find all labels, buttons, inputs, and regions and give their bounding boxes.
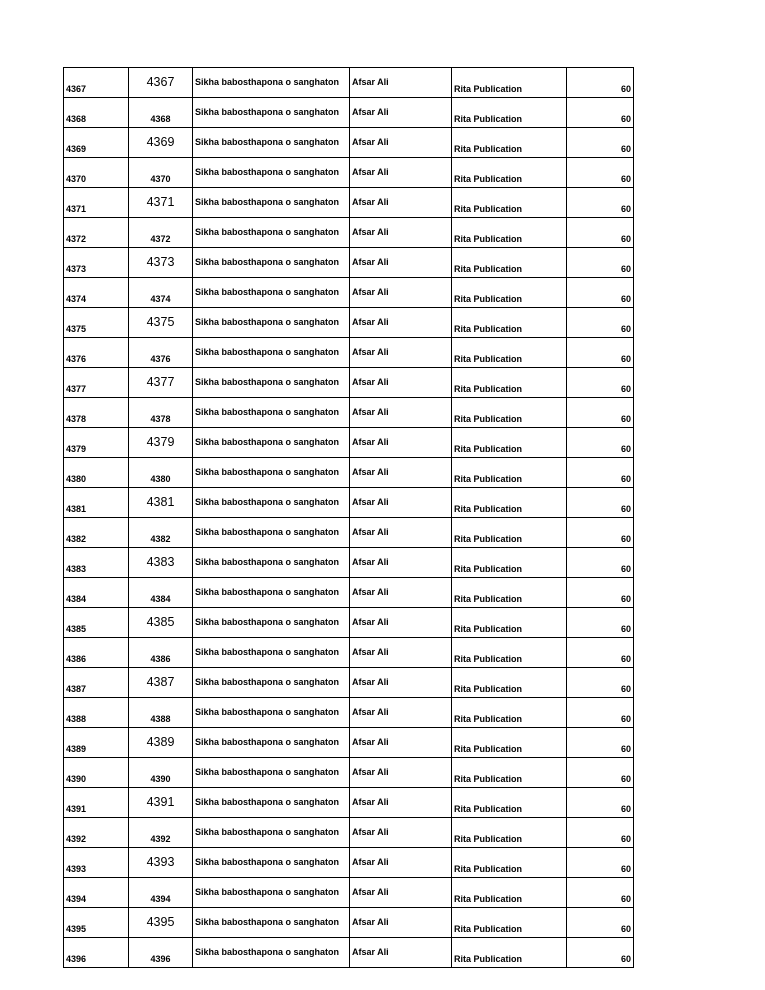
book-title-cell: Sikha babosthapona o sanghaton (193, 248, 350, 278)
publisher-cell: Rita Publication (452, 548, 567, 578)
copy-number-cell: 4367 (129, 68, 193, 98)
copy-number-cell: 4388 (129, 698, 193, 728)
copy-number-cell: 4377 (129, 368, 193, 398)
book-title-cell: Sikha babosthapona o sanghaton (193, 638, 350, 668)
copy-number-cell: 4375 (129, 308, 193, 338)
accession-number-cell: 4367 (64, 68, 129, 98)
table-row (64, 368, 634, 398)
author-cell: Afsar Ali (350, 398, 452, 428)
price-cell: 60 (567, 488, 634, 518)
table-row (64, 668, 634, 698)
copy-number-cell: 4368 (129, 98, 193, 128)
publisher-cell: Rita Publication (452, 638, 567, 668)
table-row (64, 518, 634, 548)
price-cell: 60 (567, 128, 634, 158)
price-cell: 60 (567, 578, 634, 608)
author-cell: Afsar Ali (350, 308, 452, 338)
copy-number-cell: 4390 (129, 758, 193, 788)
copy-number-cell: 4378 (129, 398, 193, 428)
copy-number-cell: 4374 (129, 278, 193, 308)
accession-number-cell: 4373 (64, 248, 129, 278)
book-title-cell: Sikha babosthapona o sanghaton (193, 878, 350, 908)
price-cell: 60 (567, 338, 634, 368)
author-cell: Afsar Ali (350, 368, 452, 398)
publisher-cell: Rita Publication (452, 398, 567, 428)
accession-number-cell: 4369 (64, 128, 129, 158)
table-row (64, 218, 634, 248)
author-cell: Afsar Ali (350, 728, 452, 758)
book-title-cell: Sikha babosthapona o sanghaton (193, 338, 350, 368)
copy-number-cell: 4392 (129, 818, 193, 848)
accession-number-cell: 4379 (64, 428, 129, 458)
table-row (64, 608, 634, 638)
author-cell: Afsar Ali (350, 758, 452, 788)
price-cell: 60 (567, 158, 634, 188)
author-cell: Afsar Ali (350, 638, 452, 668)
author-cell: Afsar Ali (350, 518, 452, 548)
author-cell: Afsar Ali (350, 188, 452, 218)
publisher-cell: Rita Publication (452, 878, 567, 908)
book-title-cell: Sikha babosthapona o sanghaton (193, 218, 350, 248)
book-ledger-table (63, 67, 634, 968)
accession-number-cell: 4370 (64, 158, 129, 188)
book-title-cell: Sikha babosthapona o sanghaton (193, 458, 350, 488)
table-row (64, 818, 634, 848)
accession-number-cell: 4390 (64, 758, 129, 788)
table-row (64, 338, 634, 368)
accession-number-cell: 4391 (64, 788, 129, 818)
author-cell: Afsar Ali (350, 908, 452, 938)
publisher-cell: Rita Publication (452, 98, 567, 128)
table-row (64, 848, 634, 878)
author-cell: Afsar Ali (350, 128, 452, 158)
publisher-cell: Rita Publication (452, 218, 567, 248)
book-title-cell: Sikha babosthapona o sanghaton (193, 128, 350, 158)
author-cell: Afsar Ali (350, 698, 452, 728)
price-cell: 60 (567, 458, 634, 488)
publisher-cell: Rita Publication (452, 458, 567, 488)
publisher-cell: Rita Publication (452, 908, 567, 938)
publisher-cell: Rita Publication (452, 428, 567, 458)
author-cell: Afsar Ali (350, 488, 452, 518)
publisher-cell: Rita Publication (452, 488, 567, 518)
publisher-cell: Rita Publication (452, 128, 567, 158)
author-cell: Afsar Ali (350, 788, 452, 818)
price-cell: 60 (567, 548, 634, 578)
table-row (64, 308, 634, 338)
book-title-cell: Sikha babosthapona o sanghaton (193, 908, 350, 938)
book-title-cell: Sikha babosthapona o sanghaton (193, 368, 350, 398)
publisher-cell: Rita Publication (452, 368, 567, 398)
author-cell: Afsar Ali (350, 158, 452, 188)
author-cell: Afsar Ali (350, 278, 452, 308)
publisher-cell: Rita Publication (452, 818, 567, 848)
publisher-cell: Rita Publication (452, 578, 567, 608)
table-row (64, 428, 634, 458)
price-cell: 60 (567, 848, 634, 878)
accession-number-cell: 4380 (64, 458, 129, 488)
author-cell: Afsar Ali (350, 878, 452, 908)
publisher-cell: Rita Publication (452, 938, 567, 968)
copy-number-cell: 4396 (129, 938, 193, 968)
book-title-cell: Sikha babosthapona o sanghaton (193, 698, 350, 728)
publisher-cell: Rita Publication (452, 308, 567, 338)
copy-number-cell: 4387 (129, 668, 193, 698)
table-row (64, 248, 634, 278)
author-cell: Afsar Ali (350, 248, 452, 278)
price-cell: 60 (567, 188, 634, 218)
price-cell: 60 (567, 668, 634, 698)
book-title-cell: Sikha babosthapona o sanghaton (193, 608, 350, 638)
accession-number-cell: 4384 (64, 578, 129, 608)
price-cell: 60 (567, 218, 634, 248)
publisher-cell: Rita Publication (452, 608, 567, 638)
accession-number-cell: 4375 (64, 308, 129, 338)
table-row (64, 488, 634, 518)
price-cell: 60 (567, 398, 634, 428)
book-title-cell: Sikha babosthapona o sanghaton (193, 308, 350, 338)
author-cell: Afsar Ali (350, 818, 452, 848)
author-cell: Afsar Ali (350, 608, 452, 638)
price-cell: 60 (567, 638, 634, 668)
accession-number-cell: 4395 (64, 908, 129, 938)
accession-number-cell: 4371 (64, 188, 129, 218)
price-cell: 60 (567, 68, 634, 98)
book-title-cell: Sikha babosthapona o sanghaton (193, 158, 350, 188)
price-cell: 60 (567, 878, 634, 908)
accession-number-cell: 4376 (64, 338, 129, 368)
price-cell: 60 (567, 248, 634, 278)
copy-number-cell: 4380 (129, 458, 193, 488)
table-row (64, 548, 634, 578)
table-row (64, 98, 634, 128)
book-title-cell: Sikha babosthapona o sanghaton (193, 68, 350, 98)
table-row (64, 578, 634, 608)
price-cell: 60 (567, 428, 634, 458)
author-cell: Afsar Ali (350, 338, 452, 368)
book-title-cell: Sikha babosthapona o sanghaton (193, 848, 350, 878)
author-cell: Afsar Ali (350, 548, 452, 578)
table-row (64, 278, 634, 308)
book-title-cell: Sikha babosthapona o sanghaton (193, 788, 350, 818)
copy-number-cell: 4386 (129, 638, 193, 668)
price-cell: 60 (567, 818, 634, 848)
table-row (64, 788, 634, 818)
price-cell: 60 (567, 518, 634, 548)
book-title-cell: Sikha babosthapona o sanghaton (193, 488, 350, 518)
book-title-cell: Sikha babosthapona o sanghaton (193, 518, 350, 548)
price-cell: 60 (567, 938, 634, 968)
author-cell: Afsar Ali (350, 218, 452, 248)
table-row (64, 68, 634, 98)
table-row (64, 758, 634, 788)
publisher-cell: Rita Publication (452, 278, 567, 308)
publisher-cell: Rita Publication (452, 68, 567, 98)
copy-number-cell: 4372 (129, 218, 193, 248)
book-title-cell: Sikha babosthapona o sanghaton (193, 938, 350, 968)
copy-number-cell: 4394 (129, 878, 193, 908)
publisher-cell: Rita Publication (452, 698, 567, 728)
copy-number-cell: 4373 (129, 248, 193, 278)
copy-number-cell: 4376 (129, 338, 193, 368)
author-cell: Afsar Ali (350, 68, 452, 98)
table-row (64, 878, 634, 908)
accession-number-cell: 4389 (64, 728, 129, 758)
copy-number-cell: 4381 (129, 488, 193, 518)
publisher-cell: Rita Publication (452, 848, 567, 878)
copy-number-cell: 4385 (129, 608, 193, 638)
accession-number-cell: 4392 (64, 818, 129, 848)
accession-number-cell: 4394 (64, 878, 129, 908)
price-cell: 60 (567, 908, 634, 938)
book-title-cell: Sikha babosthapona o sanghaton (193, 758, 350, 788)
publisher-cell: Rita Publication (452, 518, 567, 548)
copy-number-cell: 4383 (129, 548, 193, 578)
copy-number-cell: 4391 (129, 788, 193, 818)
book-title-cell: Sikha babosthapona o sanghaton (193, 98, 350, 128)
table-row (64, 188, 634, 218)
accession-number-cell: 4372 (64, 218, 129, 248)
table-row (64, 728, 634, 758)
publisher-cell: Rita Publication (452, 188, 567, 218)
accession-number-cell: 4382 (64, 518, 129, 548)
book-title-cell: Sikha babosthapona o sanghaton (193, 428, 350, 458)
price-cell: 60 (567, 698, 634, 728)
accession-number-cell: 4368 (64, 98, 129, 128)
price-cell: 60 (567, 758, 634, 788)
book-title-cell: Sikha babosthapona o sanghaton (193, 398, 350, 428)
publisher-cell: Rita Publication (452, 158, 567, 188)
copy-number-cell: 4395 (129, 908, 193, 938)
accession-number-cell: 4381 (64, 488, 129, 518)
copy-number-cell: 4371 (129, 188, 193, 218)
table-row (64, 938, 634, 968)
publisher-cell: Rita Publication (452, 338, 567, 368)
price-cell: 60 (567, 308, 634, 338)
book-title-cell: Sikha babosthapona o sanghaton (193, 278, 350, 308)
publisher-cell: Rita Publication (452, 248, 567, 278)
price-cell: 60 (567, 368, 634, 398)
table-row (64, 638, 634, 668)
accession-number-cell: 4396 (64, 938, 129, 968)
accession-number-cell: 4378 (64, 398, 129, 428)
book-title-cell: Sikha babosthapona o sanghaton (193, 188, 350, 218)
copy-number-cell: 4389 (129, 728, 193, 758)
author-cell: Afsar Ali (350, 458, 452, 488)
copy-number-cell: 4379 (129, 428, 193, 458)
copy-number-cell: 4384 (129, 578, 193, 608)
table-row (64, 908, 634, 938)
price-cell: 60 (567, 278, 634, 308)
accession-number-cell: 4387 (64, 668, 129, 698)
accession-number-cell: 4388 (64, 698, 129, 728)
author-cell: Afsar Ali (350, 98, 452, 128)
book-title-cell: Sikha babosthapona o sanghaton (193, 818, 350, 848)
accession-number-cell: 4385 (64, 608, 129, 638)
copy-number-cell: 4370 (129, 158, 193, 188)
book-title-cell: Sikha babosthapona o sanghaton (193, 668, 350, 698)
publisher-cell: Rita Publication (452, 758, 567, 788)
table-row (64, 458, 634, 488)
publisher-cell: Rita Publication (452, 788, 567, 818)
price-cell: 60 (567, 728, 634, 758)
publisher-cell: Rita Publication (452, 668, 567, 698)
author-cell: Afsar Ali (350, 938, 452, 968)
price-cell: 60 (567, 98, 634, 128)
table-row (64, 698, 634, 728)
accession-number-cell: 4386 (64, 638, 129, 668)
book-title-cell: Sikha babosthapona o sanghaton (193, 548, 350, 578)
author-cell: Afsar Ali (350, 848, 452, 878)
table-row (64, 398, 634, 428)
author-cell: Afsar Ali (350, 428, 452, 458)
price-cell: 60 (567, 788, 634, 818)
author-cell: Afsar Ali (350, 668, 452, 698)
accession-number-cell: 4393 (64, 848, 129, 878)
table-row (64, 158, 634, 188)
book-title-cell: Sikha babosthapona o sanghaton (193, 728, 350, 758)
author-cell: Afsar Ali (350, 578, 452, 608)
accession-number-cell: 4377 (64, 368, 129, 398)
price-cell: 60 (567, 608, 634, 638)
book-title-cell: Sikha babosthapona o sanghaton (193, 578, 350, 608)
table-row (64, 128, 634, 158)
accession-number-cell: 4374 (64, 278, 129, 308)
publisher-cell: Rita Publication (452, 728, 567, 758)
copy-number-cell: 4393 (129, 848, 193, 878)
copy-number-cell: 4382 (129, 518, 193, 548)
copy-number-cell: 4369 (129, 128, 193, 158)
ledger-body (64, 68, 634, 968)
accession-number-cell: 4383 (64, 548, 129, 578)
